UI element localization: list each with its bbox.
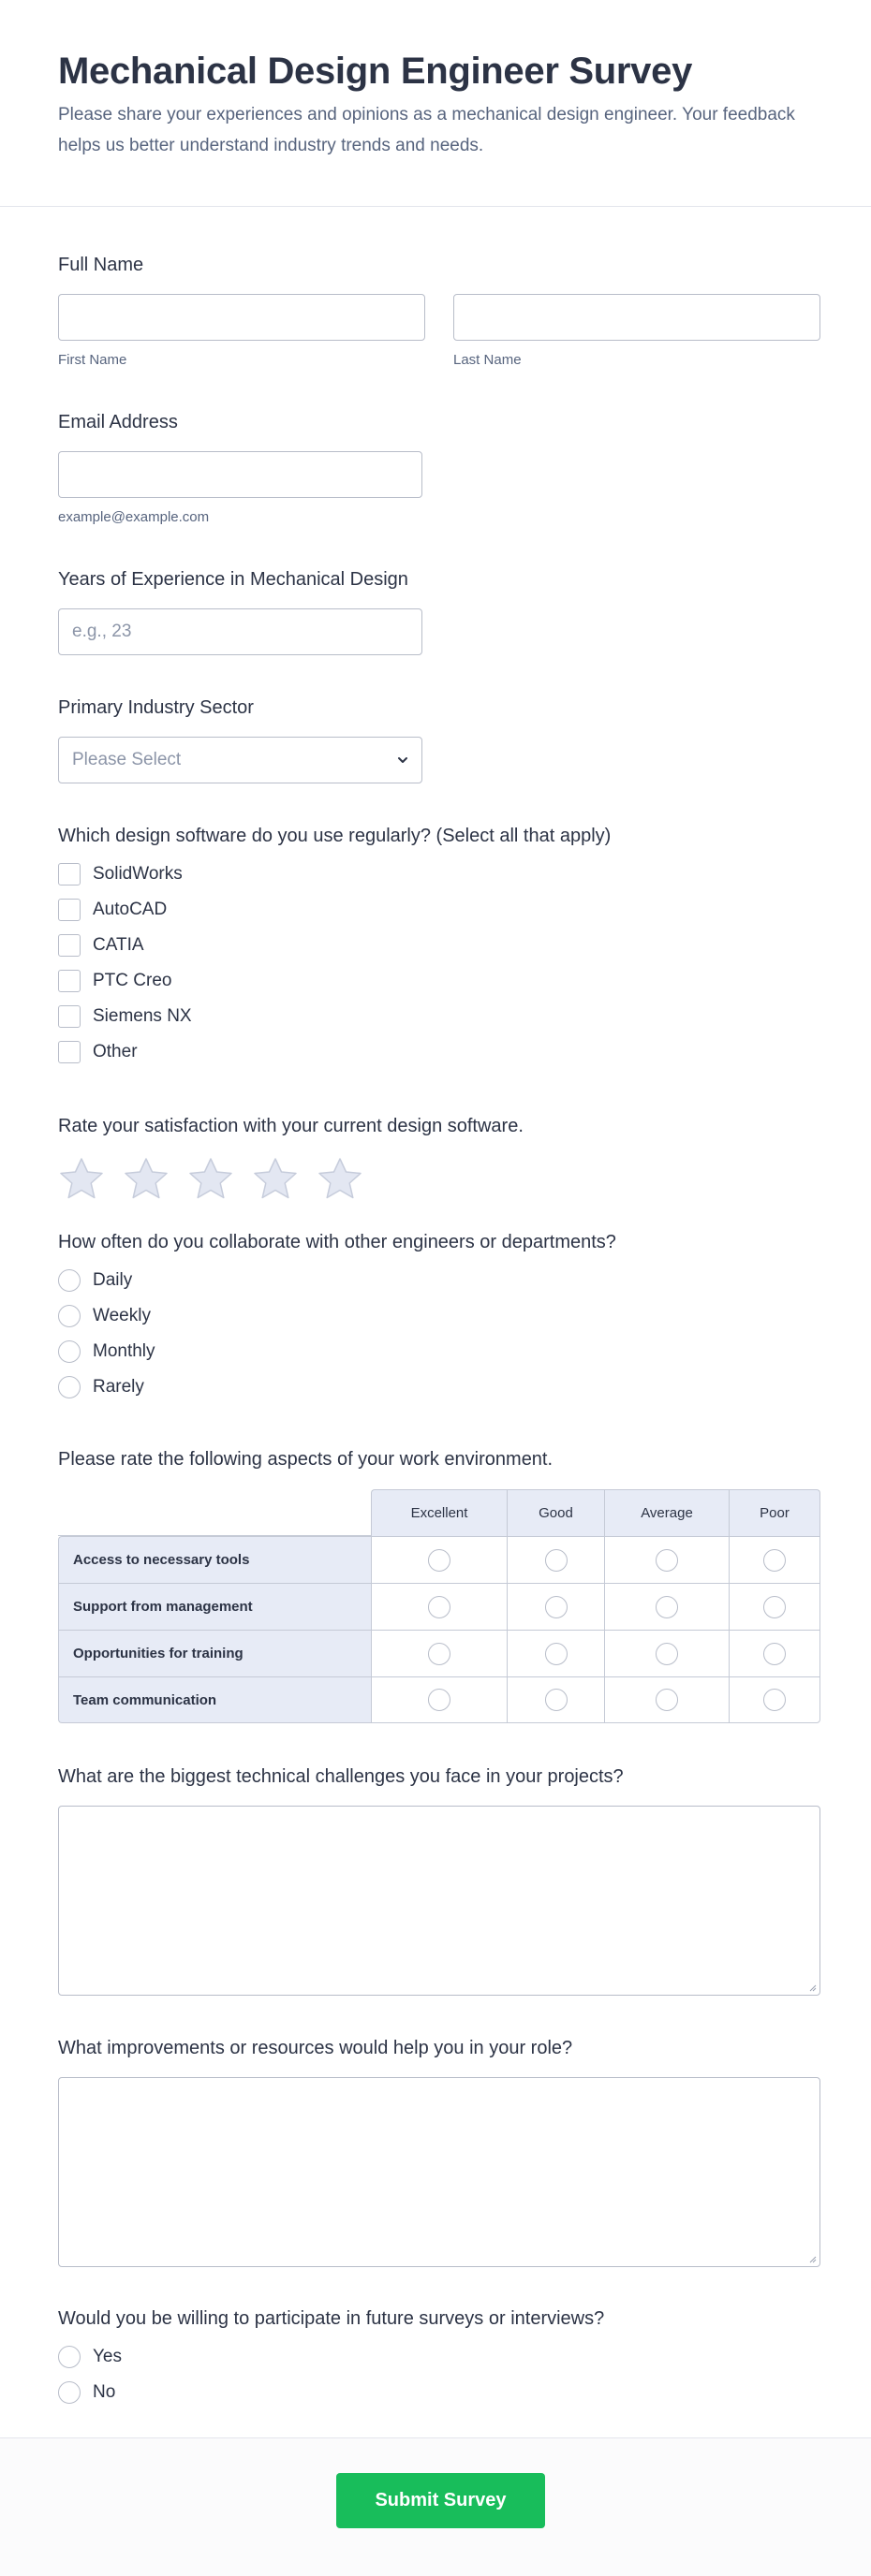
option-label: SolidWorks <box>93 864 183 884</box>
collaboration-option-rarely[interactable] <box>58 1369 820 1405</box>
radio-button[interactable] <box>656 1596 678 1618</box>
matrix-cell <box>507 1536 604 1583</box>
matrix-column-header: Good <box>507 1489 604 1536</box>
radio-button[interactable] <box>58 1269 81 1292</box>
radio-button[interactable] <box>58 1340 81 1363</box>
option-label: No <box>93 2382 116 2402</box>
improvements-textarea[interactable] <box>58 2077 820 2267</box>
matrix-cell <box>371 1536 507 1583</box>
first-name-input[interactable] <box>58 294 425 341</box>
email-field <box>58 410 820 525</box>
matrix-cell <box>507 1583 604 1630</box>
software-option-siemens-nx[interactable] <box>58 999 820 1034</box>
software-option-autocad[interactable] <box>58 892 820 928</box>
matrix-cell <box>507 1630 604 1676</box>
satisfaction-field <box>58 1114 820 1200</box>
collaboration-option-weekly[interactable] <box>58 1298 820 1334</box>
radio-button[interactable] <box>545 1596 568 1618</box>
challenges-textarea[interactable] <box>58 1806 820 1996</box>
last-name-sublabel: Last Name <box>453 352 522 368</box>
matrix-cell <box>729 1676 820 1723</box>
matrix-corner <box>58 1489 371 1536</box>
matrix-row <box>58 1630 820 1676</box>
full-name-field <box>58 253 820 368</box>
matrix-row <box>58 1676 820 1723</box>
matrix-row-label: Access to necessary tools <box>58 1536 371 1583</box>
page-subtitle: Please share your experiences and opinions as a mechanical design engineer. Your feedback helps us better understand industry trends and needs. <box>58 105 795 155</box>
email-sublabel: example@example.com <box>58 509 210 525</box>
future-label: Would you be willing to participate in future surveys or interviews? <box>58 2308 605 2329</box>
radio-button[interactable] <box>763 1643 786 1665</box>
last-name-input[interactable] <box>453 294 820 341</box>
radio-button[interactable] <box>58 2381 81 2404</box>
improvements-field <box>58 2036 820 2267</box>
star-icon[interactable] <box>252 1157 299 1200</box>
industry-label: Primary Industry Sector <box>58 697 254 718</box>
matrix-cell <box>371 1583 507 1630</box>
form-footer <box>0 2437 871 2576</box>
future-field <box>58 2306 820 2410</box>
star-icon[interactable] <box>123 1157 170 1200</box>
submit-button[interactable]: Submit Survey <box>336 2473 545 2528</box>
experience-label: Years of Experience in Mechanical Design <box>58 569 408 590</box>
matrix-column-header: Average <box>604 1489 729 1536</box>
software-option-catia[interactable] <box>58 928 820 963</box>
radio-button[interactable] <box>656 1549 678 1572</box>
software-field <box>58 824 820 1070</box>
option-label: CATIA <box>93 935 144 955</box>
industry-field <box>58 695 820 783</box>
radio-button[interactable] <box>545 1549 568 1572</box>
resize-handle-icon[interactable] <box>807 2254 817 2263</box>
checkbox[interactable] <box>58 1005 81 1028</box>
resize-handle-icon[interactable] <box>807 1983 817 1992</box>
matrix-cell <box>604 1676 729 1723</box>
checkbox[interactable] <box>58 970 81 992</box>
option-label: Monthly <box>93 1341 155 1361</box>
radio-button[interactable] <box>545 1689 568 1711</box>
star-icon[interactable] <box>58 1157 105 1200</box>
checkbox[interactable] <box>58 899 81 921</box>
software-option-ptc-creo[interactable] <box>58 963 820 999</box>
radio-button[interactable] <box>763 1689 786 1711</box>
matrix-cell <box>604 1536 729 1583</box>
industry-select[interactable] <box>58 737 422 783</box>
page-title: Mechanical Design Engineer Survey <box>58 51 693 92</box>
checkbox[interactable] <box>58 1041 81 1063</box>
radio-button[interactable] <box>428 1549 450 1572</box>
software-option-solidworks[interactable] <box>58 856 820 892</box>
matrix-cell <box>729 1630 820 1676</box>
software-option-other[interactable] <box>58 1034 820 1070</box>
collaboration-option-daily[interactable] <box>58 1263 820 1298</box>
experience-placeholder: e.g., 23 <box>72 622 132 641</box>
star-icon[interactable] <box>317 1157 363 1200</box>
radio-button[interactable] <box>763 1549 786 1572</box>
radio-button[interactable] <box>656 1643 678 1665</box>
experience-field <box>58 567 820 655</box>
matrix-cell <box>729 1536 820 1583</box>
radio-button[interactable] <box>545 1643 568 1665</box>
industry-selected-value: Please Select <box>72 750 182 769</box>
radio-button[interactable] <box>58 1376 81 1398</box>
option-label: Weekly <box>93 1306 151 1325</box>
improvements-label: What improvements or resources would help you in your role? <box>58 2038 573 2058</box>
matrix-cell <box>507 1676 604 1723</box>
matrix-cell <box>371 1630 507 1676</box>
radio-button[interactable] <box>58 1305 81 1327</box>
radio-button[interactable] <box>656 1689 678 1711</box>
checkbox[interactable] <box>58 863 81 886</box>
checkbox[interactable] <box>58 934 81 957</box>
environment-matrix <box>58 1489 820 1723</box>
option-label: AutoCAD <box>93 900 168 919</box>
option-label: Other <box>93 1042 138 1061</box>
matrix-cell <box>729 1583 820 1630</box>
radio-button[interactable] <box>428 1596 450 1618</box>
form-header <box>0 0 871 207</box>
chevron-down-icon <box>396 754 409 771</box>
matrix-row-label: Team communication <box>58 1676 371 1723</box>
collaboration-option-monthly[interactable] <box>58 1334 820 1369</box>
matrix-row-label: Support from management <box>58 1583 371 1630</box>
challenges-label: What are the biggest technical challenges you face in your projects? <box>58 1766 624 1787</box>
challenges-field <box>58 1764 820 1996</box>
star-icon[interactable] <box>187 1157 234 1200</box>
environment-label: Please rate the following aspects of your work environment. <box>58 1449 554 1470</box>
matrix-cell <box>604 1630 729 1676</box>
radio-button[interactable] <box>428 1643 450 1665</box>
matrix-column-header: Excellent <box>371 1489 507 1536</box>
full-name-label: Full Name <box>58 255 144 275</box>
matrix-cell <box>604 1583 729 1630</box>
star-rating <box>58 1157 820 1200</box>
environment-field <box>58 1447 820 1723</box>
option-label: Rarely <box>93 1377 144 1397</box>
experience-input[interactable] <box>58 608 422 655</box>
future-option-no[interactable] <box>58 2375 820 2410</box>
radio-button[interactable] <box>58 2346 81 2368</box>
email-input[interactable] <box>58 451 422 498</box>
matrix-cell <box>371 1676 507 1723</box>
software-label: Which design software do you use regularly? (Select all that apply) <box>58 826 612 846</box>
option-label: Yes <box>93 2347 122 2366</box>
email-label: Email Address <box>58 412 178 432</box>
option-label: PTC Creo <box>93 971 172 990</box>
first-name-sublabel: First Name <box>58 352 127 368</box>
option-label: Siemens NX <box>93 1006 192 1026</box>
radio-button[interactable] <box>428 1689 450 1711</box>
option-label: Daily <box>93 1270 133 1290</box>
collaboration-field <box>58 1230 820 1405</box>
collaboration-label: How often do you collaborate with other engineers or departments? <box>58 1232 616 1252</box>
radio-button[interactable] <box>763 1596 786 1618</box>
matrix-row <box>58 1583 820 1630</box>
future-option-yes[interactable] <box>58 2339 820 2375</box>
matrix-row-label: Opportunities for training <box>58 1630 371 1676</box>
matrix-column-header: Poor <box>729 1489 820 1536</box>
matrix-row <box>58 1536 820 1583</box>
satisfaction-label: Rate your satisfaction with your current design software. <box>58 1116 524 1136</box>
